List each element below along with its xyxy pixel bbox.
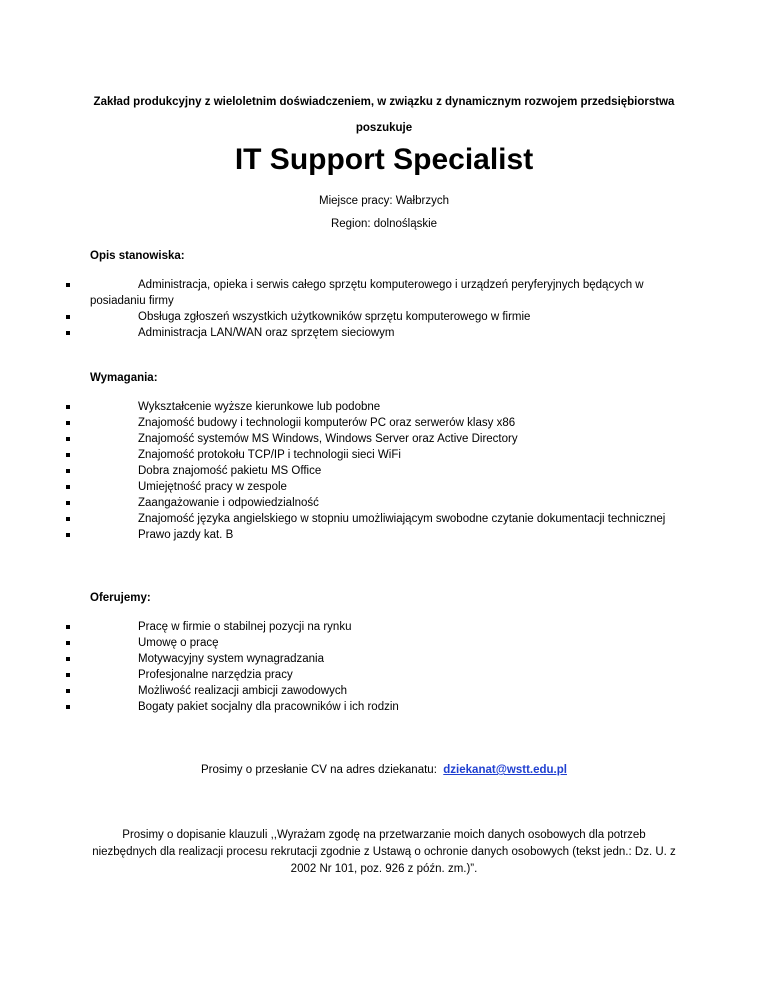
list-item: Motywacyjny system wynagradzania — [0, 651, 670, 667]
intro-text — [60, 89, 708, 141]
cv-request-text: Prosimy o przesłanie CV na adres dziekanatu: — [201, 764, 437, 776]
workplace-location: Miejsce pracy: Wałbrzych — [319, 195, 449, 207]
description-list — [0, 277, 768, 341]
requirements-heading: Wymagania: — [90, 372, 158, 384]
description-heading: Opis stanowiska: — [90, 250, 185, 262]
requirements-list — [0, 399, 768, 543]
list-item: Obsługa zgłoszeń wszystkich użytkowników sprzętu komputerowego w firmie — [0, 309, 670, 325]
intro-seeks: poszukuje — [355, 122, 413, 134]
gdpr-clause: Prosimy o dopisanie klauzuli ,,Wyrażam zgodę na przetwarzanie moich danych osobowych dla potrzeb niezbędnych dla realizacji procesu rekrutacji zgodnie z Ustawą o ochronie danych osobowych (tekst jedn.: Dz. U. z 2002 Nr 101, poz. 926 z późn. zm.)”. — [92, 829, 676, 875]
bullet-icon — [66, 517, 70, 521]
list-item: Bogaty pakiet socjalny dla pracowników i ich rodzin — [0, 699, 670, 715]
bullet-icon — [66, 283, 70, 287]
list-item: Profesjonalne narzędzia pracy — [0, 667, 670, 683]
email-link[interactable]: dziekanat@wstt.edu.pl — [443, 764, 567, 776]
offer-list — [0, 619, 768, 715]
list-item: Znajomość protokołu TCP/IP i technologii sieci WiFi — [0, 447, 670, 463]
bullet-icon — [66, 485, 70, 489]
bullet-icon — [66, 437, 70, 441]
list-item: Znajomość systemów MS Windows, Windows Server oraz Active Directory — [0, 431, 670, 447]
list-item: Znajomość języka angielskiego w stopniu umożliwiającym swobodne czytanie dokumentacji technicznej — [0, 511, 670, 527]
bullet-icon — [66, 689, 70, 693]
bullet-icon — [66, 533, 70, 537]
workplace-region: Region: dolnośląskie — [330, 218, 438, 230]
list-item: Prawo jazdy kat. B — [0, 527, 670, 543]
bullet-icon — [66, 421, 70, 425]
bullet-icon — [66, 331, 70, 335]
bullet-icon — [66, 705, 70, 709]
list-item: Administracja LAN/WAN oraz sprzętem sieciowym — [0, 325, 670, 341]
bullet-icon — [66, 453, 70, 457]
list-item: Dobra znajomość pakietu MS Office — [0, 463, 670, 479]
list-item: Umowę o pracę — [0, 635, 670, 651]
list-item: Zaangażowanie i odpowiedzialność — [0, 495, 670, 511]
list-item: Wykształcenie wyższe kierunkowe lub podobne — [0, 399, 670, 415]
bullet-icon — [66, 657, 70, 661]
list-item: Znajomość budowy i technologii komputerów PC oraz serwerów klasy x86 — [0, 415, 670, 431]
bullet-icon — [66, 501, 70, 505]
list-item: Możliwość realizacji ambicji zawodowych — [0, 683, 670, 699]
job-title: IT Support Specialist — [234, 143, 534, 176]
bullet-icon — [66, 405, 70, 409]
bullet-icon — [66, 673, 70, 677]
bullet-icon — [66, 625, 70, 629]
bullet-icon — [66, 469, 70, 473]
list-item: Pracę w firmie o stabilnej pozycji na rynku — [0, 619, 670, 635]
bullet-icon — [66, 315, 70, 319]
cv-request — [0, 762, 768, 778]
list-item: Administracja, opieka i serwis całego sprzętu komputerowego i urządzeń peryferyjnych będących w posiadaniu firmy — [0, 277, 670, 309]
bullet-icon — [66, 641, 70, 645]
intro-line: Zakład produkcyjny z wieloletnim doświadczeniem, w związku z dynamicznym rozwojem przedsiębiorstwa — [93, 96, 675, 108]
list-item: Umiejętność pracy w zespole — [0, 479, 670, 495]
offer-heading: Oferujemy: — [90, 592, 151, 604]
